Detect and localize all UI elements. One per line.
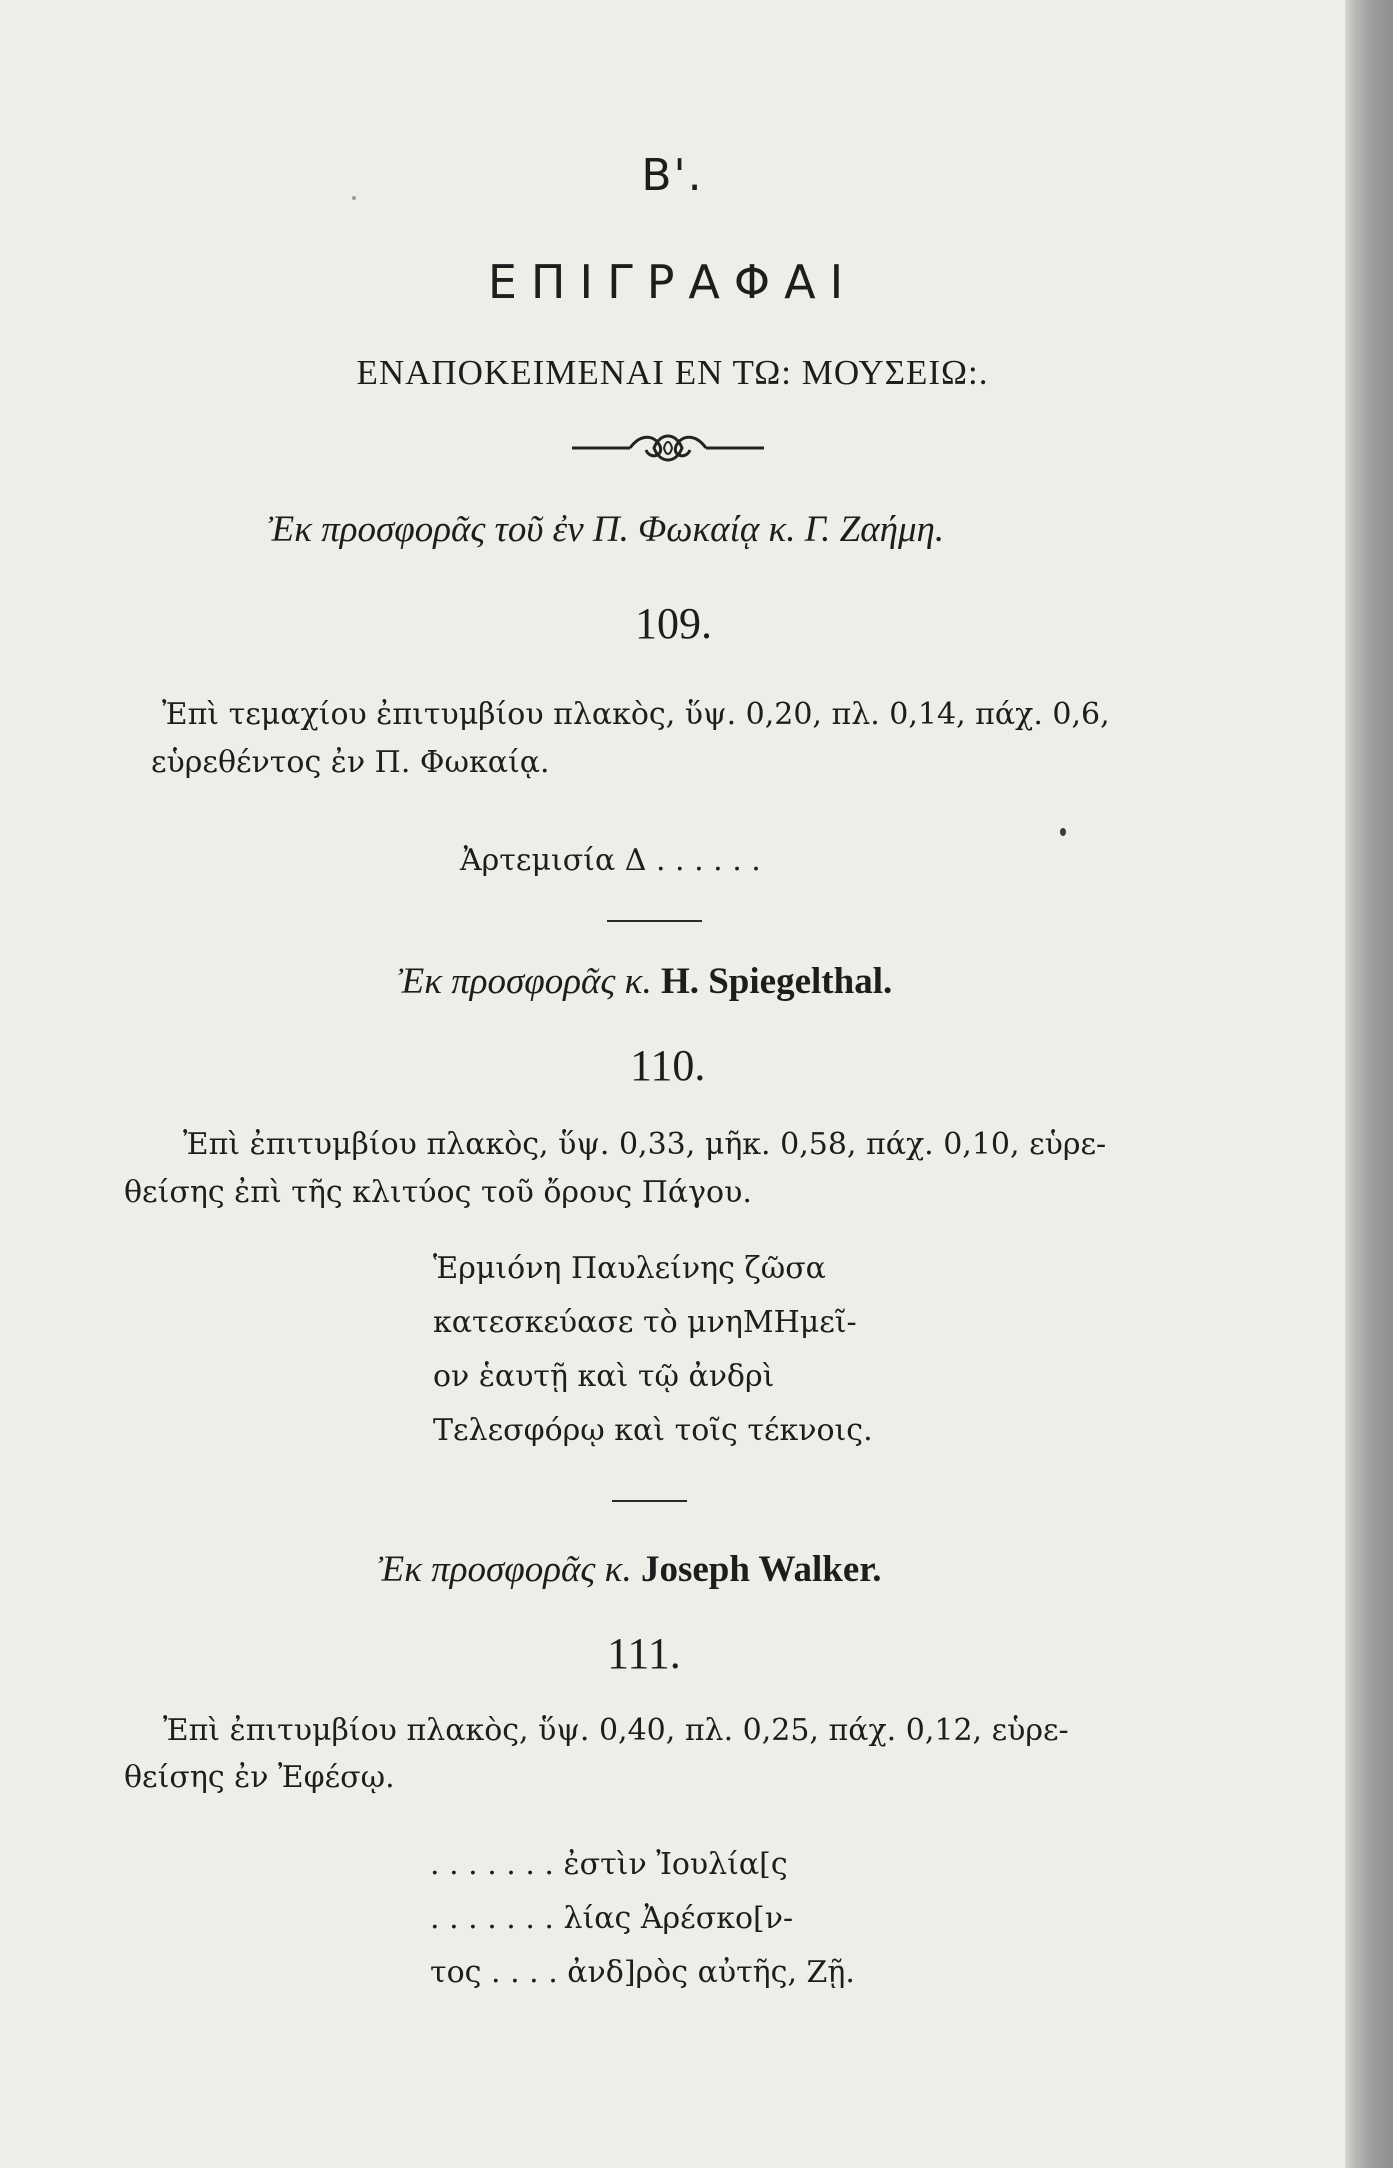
entry-109-provenance: Ἐκ προσφορᾶς τοῦ ἐν Π. Φωκαίᾳ κ. Γ. Ζαήμη. — [268, 509, 945, 550]
entry-111-inscription-line-2: . . . . . . . λίας Ἀρέσκο[ν- — [430, 1901, 794, 1936]
entry-109-description-line-1: Ἐπὶ τεμαχίου ἐπιτυμβίου πλακὸς, ὕψ. 0,20, πλ. 0,14, πάχ. 0,6, — [162, 697, 1110, 732]
page-title: ΕΠΙΓΡΑΦΑΙ — [487, 255, 858, 309]
entry-109-separator-rule — [607, 920, 702, 922]
entry-110-description-line-1: Ἐπὶ ἐπιτυμβίου πλακὸς, ὕψ. 0,33, μῆκ. 0,58, πάχ. 0,10, εὑρε- — [183, 1127, 1107, 1162]
entry-110-provenance-prefix: Ἐκ προσφορᾶς κ. — [398, 961, 652, 1002]
entry-109-number: 109. — [635, 599, 712, 648]
entry-110-inscription-line-3: ον ἑαυτῇ καὶ τῷ ἀνδρὶ — [433, 1359, 775, 1394]
entry-109-inscription-line-1: Ἀρτεμισία Δ . . . . . . — [460, 843, 761, 878]
entry-111-provenance-prefix: Ἐκ προσφορᾶς κ. — [378, 1549, 632, 1590]
entry-111-description-line-1: Ἐπὶ ἐπιτυμβίου πλακὸς, ὕψ. 0,40, πλ. 0,25, πάχ. 0,12, εὑρε- — [163, 1713, 1069, 1748]
page-subtitle: ΕΝΑΠΟΚΕΙΜΕΝΑΙ ΕΝ ΤΩ: ΜΟΥΣΕΙΩ:. — [356, 353, 989, 392]
entry-111-number: 111. — [607, 1629, 681, 1678]
entry-111-inscription-line-3: τος . . . . ἀνδ]ρὸς αὐτῆς, Ζῇ. — [430, 1955, 855, 1990]
ornament-divider — [568, 428, 768, 468]
entry-110-description-line-2: θείσης ἐπὶ τῆς κλιτύος τοῦ ὄρους Πάγου. — [124, 1175, 752, 1210]
entry-111-inscription-line-1: . . . . . . . ἐστὶν Ἰουλία[ς — [430, 1847, 788, 1882]
entry-110-provenance — [398, 960, 892, 1003]
entry-109-description-line-2: εὑρεθέντος ἐν Π. Φωκαίᾳ. — [151, 745, 550, 780]
entry-111-description-line-2: θείσης ἐν Ἐφέσῳ. — [124, 1760, 395, 1795]
entry-110-inscription-line-1: Ἑρμιόνη Παυλείνης ζῶσα — [433, 1251, 826, 1286]
print-speck — [1060, 828, 1066, 836]
entry-111-provenance — [378, 1548, 882, 1591]
entry-110-separator-rule — [612, 1500, 687, 1502]
book-spine-shadow — [1345, 0, 1393, 2168]
entry-110-inscription-line-4: Τελεσφόρῳ καὶ τοῖς τέκνοις. — [433, 1413, 873, 1448]
entry-110-number: 110. — [630, 1041, 706, 1090]
section-mark: Β'. — [641, 150, 704, 201]
entry-110-donor-name: H. Spiegelthal. — [660, 961, 893, 1002]
print-speck — [352, 196, 356, 200]
entry-111-donor-name: Joseph Walker. — [640, 1549, 882, 1590]
entry-110-inscription-line-2: κατεσκεύασε τὸ μνηΜΗμεῖ- — [433, 1305, 857, 1340]
